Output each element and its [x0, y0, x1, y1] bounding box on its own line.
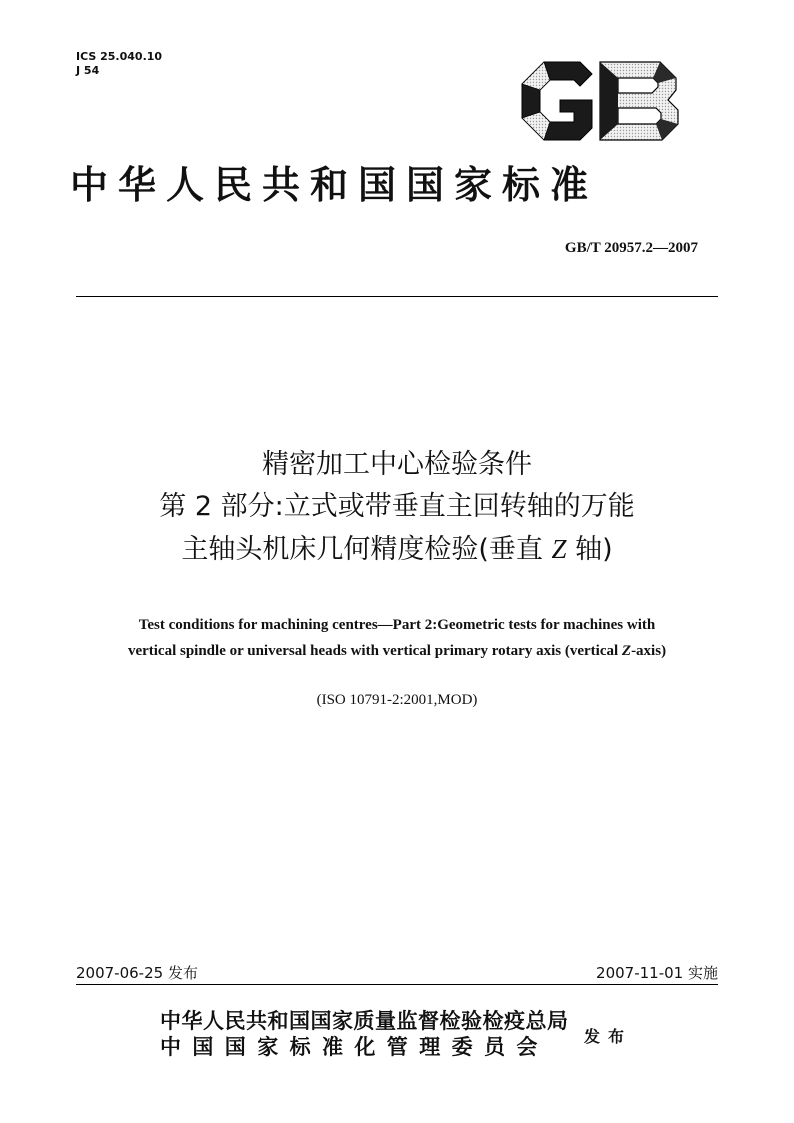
chinese-title-axis: Z: [551, 534, 567, 564]
chinese-title-line-2: 第 2 部分:立式或带垂直主回转轴的万能: [159, 491, 635, 522]
issuing-organizations: [160, 1008, 569, 1060]
chinese-title-line-1: 精密加工中心检验条件: [262, 449, 532, 480]
publish-label: 发布: [584, 1029, 633, 1046]
english-title-line-2-prefix: vertical spindle or universal heads with vertical primary rotary axis (vertical: [127, 643, 622, 659]
issuer-aqsiq: 中华人民共和国国家质量监督检验检疫总局: [160, 1009, 569, 1033]
english-title-axis: Z: [621, 643, 632, 659]
chinese-title-line-3-prefix: 主轴头机床几何精度检验(垂直: [181, 534, 552, 565]
top-divider: [76, 296, 718, 297]
classification-codes: [76, 50, 162, 78]
chinese-title-line-3: [40, 528, 754, 571]
chinese-title: [40, 444, 754, 571]
bottom-divider: [76, 984, 718, 985]
ics-code: ICS 25.040.10: [76, 50, 163, 63]
gb-logo: [520, 60, 680, 142]
implementation-date: 2007-11-01 实施: [596, 964, 718, 982]
english-title-line-1: Test conditions for machining centres—Part 2:Geometric tests for machines with: [138, 617, 656, 633]
chinese-title-line-3-suffix: 轴): [566, 534, 613, 565]
issue-date: 2007-06-25 发布: [76, 964, 198, 982]
standard-number: GB/T 20957.2—2007: [564, 240, 698, 256]
english-title: [40, 612, 754, 664]
ccs-code: J 54: [76, 64, 100, 77]
english-title-line-2-suffix: -axis): [631, 643, 667, 659]
iso-reference: (ISO 10791-2:2001,MOD): [316, 692, 478, 708]
standard-title: 中华人民共和国国家标准: [70, 165, 599, 207]
issuer-sac: 中国国家标准化管理委员会: [160, 1035, 549, 1059]
english-title-line-2: [40, 638, 754, 664]
